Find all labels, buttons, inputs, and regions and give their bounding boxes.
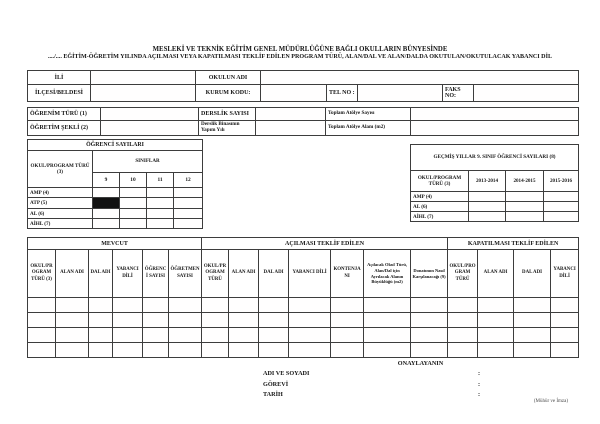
al-row-label: AL (6) [28,209,93,219]
aihl-row-label: AİHL (7) [411,212,469,222]
derslik-binasi-input[interactable] [256,121,326,136]
aihl-2015-cell[interactable] [544,212,579,222]
empty-cell[interactable] [143,328,169,343]
table-row [411,171,579,192]
empty-cell[interactable] [89,343,113,358]
acilmasi-program-turu-header: OKUL/PROGRAM TÜRÜ [202,250,229,298]
al-2013-cell[interactable] [469,202,506,212]
mevcut-ogretmen-sayisi-header: ÖĞRETMEN SAYISI [169,250,202,298]
empty-cell[interactable] [143,298,169,313]
empty-cell[interactable] [514,313,551,328]
table-row [28,209,203,219]
amp-row-label: AMP (4) [411,192,469,202]
kapatilmasi-yabanci-dili-header: YABANCI DİLİ [551,250,579,298]
empty-cell[interactable] [478,343,514,358]
table-row [28,71,579,85]
il-label: İLİ [28,71,91,85]
form-title [0,46,600,61]
derslik-sayisi-label: DERSLİK SAYISI [199,108,256,121]
empty-cell[interactable] [113,343,143,358]
atp-grade10-cell[interactable] [120,198,147,209]
empty-cell[interactable] [364,313,411,328]
toplam-atolye-sayisi-input[interactable] [411,108,579,121]
program-type-header: OKUL/PROGRAM TÜRÜ (3) [28,151,93,188]
empty-cell[interactable] [259,313,289,328]
approval-block [263,360,578,402]
grade-11-header: 11 [147,173,174,188]
aihl-2014-cell[interactable] [506,212,544,222]
empty-cell[interactable] [229,328,259,343]
okulun-adi-label: OKULUN ADI [196,71,261,85]
table-row [411,212,579,222]
amp-row-label: AMP (4) [28,188,93,198]
amp-2014-cell[interactable] [506,192,544,202]
table-row [411,202,579,212]
table-row [28,188,203,198]
table-row [28,121,579,136]
empty-cell[interactable] [56,298,89,313]
gorevi-label: GÖREVİ [263,380,289,388]
empty-cell[interactable] [229,343,259,358]
table-row [28,219,203,229]
empty-cell[interactable] [478,328,514,343]
acilmasi-alan-adi-header: ALAN ADI [229,250,259,298]
empty-cell[interactable] [448,328,478,343]
kapatilmasi-dal-adi-header: DAL ADI [514,250,551,298]
amp-grade12-cell[interactable] [174,188,203,198]
table-row [28,313,579,328]
ilcesi-input[interactable] [91,85,196,102]
acilmasi-yabanci-dili-header: YABANCI DİLİ [289,250,331,298]
empty-cell[interactable] [331,343,364,358]
program-type-header: OKUL/PROGRAM TÜRÜ (3) [411,171,469,192]
atp-row-label: ATP (5) [28,198,93,209]
form-title-line2: ..../.... EĞİTİM-ÖĞRETİM YILINDA AÇILMASI VEYA KAPATILMASI TEKLİF EDİLEN PROGRAM TÜRÜ, ALAN/DAL VE ALAN/DALDA OKUTULAN/OKUTULACAK YABANCI DİL [47,53,553,60]
empty-cell[interactable] [169,328,202,343]
form-title-line1: MESLEKİ VE TEKNİK EĞİTİM GENEL MÜDÜRLÜĞÜNE BAĞLI OKULLARIN BÜNYESİNDE [152,46,448,53]
empty-cell[interactable] [229,298,259,313]
year-2015-2016-header: 2015-2016 [544,171,579,192]
atp-grade9-filled-cell [93,198,120,209]
table-row [28,238,579,250]
empty-cell[interactable] [289,328,331,343]
empty-cell[interactable] [89,313,113,328]
tarih-label: TARİH [263,391,283,398]
facility-table [27,107,579,136]
year-2013-2014-header: 2013-2014 [469,171,506,192]
empty-cell[interactable] [289,298,331,313]
empty-cell[interactable] [169,343,202,358]
acilmasi-alan-buyuklugu-header: Açılacak Okul Türü, Alan/Dal için Ayrılacak Alanın Büyüklüğü (m2) [364,250,411,298]
empty-cell[interactable] [289,313,331,328]
empty-cell[interactable] [169,313,202,328]
empty-cell[interactable] [514,343,551,358]
empty-cell[interactable] [411,313,448,328]
empty-cell[interactable] [113,313,143,328]
colon-separator: : [478,391,481,398]
al-grade10-cell[interactable] [120,209,147,219]
siniflar-header: SINIFLAR [93,151,203,173]
ogrenim-turu-label: ÖĞRENİM TÜRÜ (1) [28,108,101,121]
empty-cell[interactable] [259,328,289,343]
empty-cell[interactable] [364,328,411,343]
empty-cell[interactable] [56,313,89,328]
empty-cell[interactable] [113,298,143,313]
acilmasi-group-header: AÇILMASI TEKLİF EDİLEN [202,238,448,250]
empty-cell[interactable] [331,313,364,328]
amp-grade10-cell[interactable] [120,188,147,198]
student-counts-title: ÖĞRENCİ SAYILARI [28,140,203,151]
aihl-grade9-cell[interactable] [93,219,120,229]
empty-cell[interactable] [514,298,551,313]
mevcut-group-header: MEVCUT [28,238,202,250]
kapatilmasi-program-turu-header: OKUL/PROGRAM TÜRÜ [448,250,478,298]
empty-cell[interactable] [514,328,551,343]
empty-cell[interactable] [411,328,448,343]
year-2014-2015-header: 2014-2015 [506,171,544,192]
il-input[interactable] [91,71,196,85]
table-row [28,85,579,102]
empty-cell[interactable] [202,343,229,358]
empty-cell[interactable] [202,313,229,328]
mevcut-alan-adi-header: ALAN ADI [56,250,89,298]
proposal-table [27,237,579,358]
amp-grade9-cell[interactable] [93,188,120,198]
grade-12-header: 12 [174,173,203,188]
empty-cell[interactable] [448,343,478,358]
table-row [28,298,579,313]
empty-cell[interactable] [551,313,579,328]
al-grade9-cell[interactable] [93,209,120,219]
table-row [28,328,579,343]
grade-10-header: 10 [120,173,147,188]
empty-cell[interactable] [364,343,411,358]
al-2014-cell[interactable] [506,202,544,212]
table-row [411,145,579,171]
empty-cell[interactable] [331,298,364,313]
empty-cell[interactable] [202,328,229,343]
table-row [411,192,579,202]
ilcesi-label: İLÇESİ/BELDESİ [28,85,91,102]
ogrenim-turu-input[interactable] [101,108,199,121]
empty-cell[interactable] [478,313,514,328]
aihl-grade11-cell[interactable] [147,219,174,229]
amp-2013-cell[interactable] [469,192,506,202]
derslik-binasi-label: Derslik Binasının Yapım Yılı [199,121,256,136]
tel-no-label: TEL NO : [327,85,358,102]
empty-cell[interactable] [478,298,514,313]
ogretim-sekli-input[interactable] [101,121,199,136]
table-row [28,343,579,358]
amp-2015-cell[interactable] [544,192,579,202]
onaylayanin-heading: ONAYLAYANIN [397,360,444,367]
empty-cell[interactable] [28,328,56,343]
table-row [28,198,203,209]
empty-cell[interactable] [28,298,56,313]
ogretim-sekli-label: ÖĞRETİM ŞEKLİ (2) [28,121,101,136]
atp-grade11-cell[interactable] [147,198,174,209]
stamp-and-signature-note: (Mühür ve İmza) [533,399,568,404]
toplam-atolye-alani-label: Toplam Atölye Alanı (m2) [326,121,411,136]
empty-cell[interactable] [113,328,143,343]
empty-cell[interactable] [202,298,229,313]
derslik-sayisi-input[interactable] [256,108,326,121]
al-grade11-cell[interactable] [147,209,174,219]
faks-no-label: FAKS NO: [443,85,474,102]
empty-cell[interactable] [289,343,331,358]
al-2015-cell[interactable] [544,202,579,212]
kurum-kodu-input[interactable] [261,85,327,102]
past-years-title: GEÇMİŞ YILLAR 9. SINIF ÖĞRENCİ SAYILARI (8) [411,145,579,171]
empty-cell[interactable] [551,298,579,313]
empty-cell[interactable] [229,313,259,328]
colon-separator: : [478,370,481,377]
kapatilmasi-alan-adi-header: ALAN ADI [478,250,514,298]
aihl-row-label: AİHL (7) [28,219,93,229]
empty-cell[interactable] [89,298,113,313]
al-grade12-cell[interactable] [174,209,203,219]
grade-9-header: 9 [93,173,120,188]
approval-row-name [263,370,578,381]
empty-cell[interactable] [259,298,289,313]
aihl-grade10-cell[interactable] [120,219,147,229]
al-row-label: AL (6) [411,202,469,212]
empty-cell[interactable] [411,298,448,313]
empty-cell[interactable] [448,298,478,313]
empty-cell[interactable] [56,328,89,343]
table-row [28,151,203,173]
empty-cell[interactable] [259,343,289,358]
kapatilmasi-group-header: KAPATILMASI TEKLİF EDİLEN [448,238,579,250]
empty-cell[interactable] [411,343,448,358]
mevcut-dal-adi-header: DAL ADI [89,250,113,298]
colon-separator: : [478,380,481,388]
toplam-atolye-sayisi-label: Toplam Atölye Sayısı [326,108,411,121]
acilmasi-kontenjani-header: KONTENJANI [331,250,364,298]
aihl-2013-cell[interactable] [469,212,506,222]
table-row [28,140,203,151]
atp-grade12-cell[interactable] [174,198,203,209]
empty-cell[interactable] [169,298,202,313]
tel-no-input[interactable] [358,85,443,102]
empty-cell[interactable] [143,343,169,358]
adi-ve-soyadi-label: ADI VE SOYADI [263,370,310,377]
faks-no-input[interactable] [474,85,579,102]
amp-grade11-cell[interactable] [147,188,174,198]
mevcut-yabanci-dili-header: YABANCI DİLİ [113,250,143,298]
table-row [28,250,579,298]
student-counts-table [27,139,203,229]
mevcut-program-turu-header: OKUL/PROGRAM TÜRÜ (3) [28,250,56,298]
identity-table [27,70,579,102]
empty-cell[interactable] [89,328,113,343]
empty-cell[interactable] [143,313,169,328]
toplam-atolye-alani-input[interactable] [411,121,579,136]
okulun-adi-input[interactable] [261,71,579,85]
empty-cell[interactable] [364,298,411,313]
empty-cell[interactable] [551,343,579,358]
empty-cell[interactable] [331,328,364,343]
empty-cell[interactable] [448,313,478,328]
empty-cell[interactable] [56,343,89,358]
aihl-grade12-cell[interactable] [174,219,203,229]
empty-cell[interactable] [28,343,56,358]
table-row [28,108,579,121]
acilmasi-dal-adi-header: DAL ADI [259,250,289,298]
kurum-kodu-label: KURUM KODU: [196,85,261,102]
past-years-table [410,144,579,222]
acilmasi-donatim-header: Donatımın Nasıl Karşılanacağı (9) [411,250,448,298]
empty-cell[interactable] [551,328,579,343]
approval-row-title [263,381,578,392]
empty-cell[interactable] [28,313,56,328]
mevcut-ogrenci-sayisi-header: ÖĞRENCİ SAYISI [143,250,169,298]
